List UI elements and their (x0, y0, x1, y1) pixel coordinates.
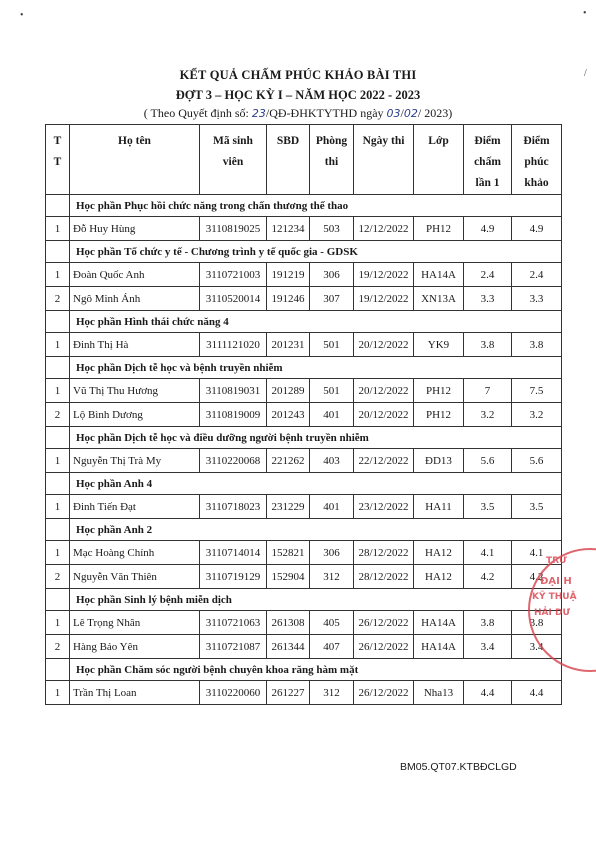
row-student-id: 3110520014 (200, 287, 267, 311)
row-student-id: 3110714014 (200, 541, 267, 565)
row-date: 19/12/2022 (354, 287, 414, 311)
row-score-1: 4.4 (464, 681, 512, 705)
table-row (46, 379, 562, 403)
row-score-review: 3.2 (512, 403, 562, 427)
row-date: 28/12/2022 (354, 541, 414, 565)
row-student-id: 3110819009 (200, 403, 267, 427)
section-empty-cell (46, 519, 70, 541)
table-row (46, 611, 562, 635)
section-title: Học phần Tổ chức y tế - Chương trình y tế quốc gia - GDSK (70, 241, 562, 263)
row-score-review: 3.5 (512, 495, 562, 519)
row-student-id: 3110819025 (200, 217, 267, 241)
row-room: 503 (310, 217, 354, 241)
header-sbd: SBD (267, 125, 310, 195)
row-name: Vũ Thị Thu Hương (70, 379, 200, 403)
row-class: PH12 (414, 217, 464, 241)
table-row (46, 263, 562, 287)
row-date: 20/12/2022 (354, 333, 414, 357)
stamp-text: HẢI DƯ (534, 608, 570, 618)
section-header-row (46, 427, 562, 449)
row-date: 26/12/2022 (354, 681, 414, 705)
row-student-id: 3110220060 (200, 681, 267, 705)
header-room: Phòng thi (310, 125, 354, 195)
row-tt: 1 (46, 611, 70, 635)
row-score-1: 2.4 (464, 263, 512, 287)
section-title: Học phần Chăm sóc người bệnh chuyên khoa răng hàm mặt (70, 659, 562, 681)
row-tt: 1 (46, 333, 70, 357)
table-row (46, 287, 562, 311)
row-date: 20/12/2022 (354, 403, 414, 427)
row-student-id: 3110721003 (200, 263, 267, 287)
section-empty-cell (46, 589, 70, 611)
row-name: Trần Thị Loan (70, 681, 200, 705)
row-name: Đinh Thị Hà (70, 333, 200, 357)
row-date: 23/12/2022 (354, 495, 414, 519)
row-student-id: 3110220068 (200, 449, 267, 473)
section-empty-cell (46, 241, 70, 263)
stamp-text: TRƯ (546, 556, 567, 566)
row-sbd: 201243 (267, 403, 310, 427)
table-row (46, 565, 562, 589)
row-score-1: 3.8 (464, 333, 512, 357)
row-name: Đoàn Quốc Anh (70, 263, 200, 287)
row-score-review: 3.4 (512, 635, 562, 659)
row-name: Đỗ Huy Hùng (70, 217, 200, 241)
row-tt: 1 (46, 379, 70, 403)
row-room: 407 (310, 635, 354, 659)
decision-number: 23 (251, 107, 266, 120)
row-class: HA12 (414, 565, 464, 589)
header-student-id: Mã sinh viên (200, 125, 267, 195)
section-header-row (46, 311, 562, 333)
row-tt: 1 (46, 217, 70, 241)
section-header-row (46, 195, 562, 217)
document-title: KẾT QUẢ CHẤM PHÚC KHẢO BÀI THI (179, 68, 417, 82)
section-header-row (46, 659, 562, 681)
table-row (46, 333, 562, 357)
section-header-row (46, 589, 562, 611)
section-title: Học phần Dịch tễ học và bệnh truyền nhiễm (70, 357, 562, 379)
row-date: 22/12/2022 (354, 449, 414, 473)
header-class: Lớp (414, 125, 464, 195)
row-class: HA12 (414, 541, 464, 565)
row-score-review: 3.8 (512, 333, 562, 357)
table-row (46, 217, 562, 241)
row-date: 20/12/2022 (354, 379, 414, 403)
section-title: Học phần Sinh lý bệnh miễn dịch (70, 589, 562, 611)
row-class: HA14A (414, 635, 464, 659)
row-score-1: 7 (464, 379, 512, 403)
row-room: 501 (310, 333, 354, 357)
row-student-id: 3110721063 (200, 611, 267, 635)
row-room: 307 (310, 287, 354, 311)
row-score-1: 4.9 (464, 217, 512, 241)
section-empty-cell (46, 473, 70, 495)
margin-mark: • (583, 8, 587, 19)
section-header-row (46, 241, 562, 263)
header-score-review: Điểm phúc khảo (512, 125, 562, 195)
section-empty-cell (46, 427, 70, 449)
decision-line: ( Theo Quyết định số: 23/QĐ-ĐHKTYTHD ngày 03/02/ 2023) (143, 106, 453, 120)
row-score-review: 3.3 (512, 287, 562, 311)
row-score-review: 3.8 (512, 611, 562, 635)
row-tt: 1 (46, 541, 70, 565)
table-row (46, 635, 562, 659)
row-name: Mạc Hoàng Chính (70, 541, 200, 565)
row-class: HA14A (414, 611, 464, 635)
row-tt: 2 (46, 635, 70, 659)
row-score-1: 3.4 (464, 635, 512, 659)
table-row (46, 495, 562, 519)
section-header-row (46, 473, 562, 495)
row-class: HA11 (414, 495, 464, 519)
row-tt: 1 (46, 449, 70, 473)
section-title: Học phần Dịch tễ học và điều dưỡng người bệnh truyền nhiễm (70, 427, 562, 449)
row-room: 405 (310, 611, 354, 635)
table-row (46, 403, 562, 427)
margin-mark: • (20, 10, 24, 21)
document-code: BM05.QT07.KTBĐCLGD (400, 761, 517, 773)
row-score-1: 3.5 (464, 495, 512, 519)
decision-day: 03 (386, 107, 401, 120)
section-title: Học phần Hình thái chức năng 4 (70, 311, 562, 333)
row-score-1: 3.8 (464, 611, 512, 635)
section-header-row (46, 357, 562, 379)
row-tt: 1 (46, 681, 70, 705)
row-room: 401 (310, 403, 354, 427)
row-room: 306 (310, 541, 354, 565)
table-row (46, 541, 562, 565)
section-header-row (46, 519, 562, 541)
row-room: 403 (310, 449, 354, 473)
section-title: Học phần Anh 2 (70, 519, 562, 541)
row-score-review: 4.4 (512, 681, 562, 705)
row-score-1: 3.2 (464, 403, 512, 427)
row-sbd: 261344 (267, 635, 310, 659)
row-sbd: 201231 (267, 333, 310, 357)
row-score-review: 4.1 (512, 541, 562, 565)
row-room: 306 (310, 263, 354, 287)
row-name: Nguyễn Thị Trà My (70, 449, 200, 473)
row-name: Lê Trọng Nhân (70, 611, 200, 635)
row-name: Nguyễn Văn Thiên (70, 565, 200, 589)
row-score-review: 5.6 (512, 449, 562, 473)
decision-middle: /QĐ-ĐHKTYTHD ngày (265, 106, 384, 120)
section-empty-cell (46, 195, 70, 217)
header-tt: T T (46, 125, 70, 195)
row-class: XN13A (414, 287, 464, 311)
row-score-review: 4.2 (512, 565, 562, 589)
table-header-row (46, 125, 562, 195)
results-table (45, 124, 562, 705)
row-sbd: 261227 (267, 681, 310, 705)
row-room: 312 (310, 565, 354, 589)
row-room: 501 (310, 379, 354, 403)
row-student-id: 3110718023 (200, 495, 267, 519)
row-score-1: 3.3 (464, 287, 512, 311)
section-empty-cell (46, 311, 70, 333)
table-row (46, 449, 562, 473)
row-name: Ngô Minh Ánh (70, 287, 200, 311)
header-score-1: Điểm chấm lần 1 (464, 125, 512, 195)
row-class: Nha13 (414, 681, 464, 705)
row-date: 26/12/2022 (354, 635, 414, 659)
row-room: 312 (310, 681, 354, 705)
header-date: Ngày thi (354, 125, 414, 195)
row-date: 12/12/2022 (354, 217, 414, 241)
row-class: PH12 (414, 403, 464, 427)
table-row (46, 681, 562, 705)
row-date: 26/12/2022 (354, 611, 414, 635)
row-sbd: 191219 (267, 263, 310, 287)
row-room: 401 (310, 495, 354, 519)
row-class: ĐD13 (414, 449, 464, 473)
row-score-1: 4.1 (464, 541, 512, 565)
row-score-review: 2.4 (512, 263, 562, 287)
row-tt: 2 (46, 565, 70, 589)
section-title: Học phần Phục hồi chức năng trong chấn thương thể thao (70, 195, 562, 217)
row-student-id: 3110819031 (200, 379, 267, 403)
row-class: HA14A (414, 263, 464, 287)
row-student-id: 3111121020 (200, 333, 267, 357)
row-sbd: 261308 (267, 611, 310, 635)
section-title: Học phần Anh 4 (70, 473, 562, 495)
document-subtitle: ĐỢT 3 – HỌC KỲ I – NĂM HỌC 2022 - 2023 (175, 88, 421, 102)
section-empty-cell (46, 357, 70, 379)
row-sbd: 231229 (267, 495, 310, 519)
row-date: 28/12/2022 (354, 565, 414, 589)
row-tt: 1 (46, 263, 70, 287)
row-class: YK9 (414, 333, 464, 357)
row-class: PH12 (414, 379, 464, 403)
header-name: Họ tên (70, 125, 200, 195)
row-student-id: 3110719129 (200, 565, 267, 589)
row-name: Hàng Bảo Yên (70, 635, 200, 659)
margin-mark: / (584, 68, 587, 79)
row-sbd: 152821 (267, 541, 310, 565)
row-tt: 1 (46, 495, 70, 519)
row-name: Đinh Tiến Đạt (70, 495, 200, 519)
row-name: Lộ Bình Dương (70, 403, 200, 427)
decision-prefix: ( Theo Quyết định số: (143, 106, 249, 120)
row-sbd: 191246 (267, 287, 310, 311)
row-score-1: 5.6 (464, 449, 512, 473)
row-sbd: 221262 (267, 449, 310, 473)
stamp-text: ĐẠI H (540, 576, 572, 587)
row-tt: 2 (46, 403, 70, 427)
row-sbd: 201289 (267, 379, 310, 403)
decision-month: 02 (403, 107, 418, 120)
row-score-review: 4.9 (512, 217, 562, 241)
stamp-text: KỸ THUẬ (532, 592, 577, 602)
section-empty-cell (46, 659, 70, 681)
row-sbd: 152904 (267, 565, 310, 589)
row-date: 19/12/2022 (354, 263, 414, 287)
row-student-id: 3110721087 (200, 635, 267, 659)
row-score-1: 4.2 (464, 565, 512, 589)
row-sbd: 121234 (267, 217, 310, 241)
row-tt: 2 (46, 287, 70, 311)
decision-year: / 2023) (417, 106, 453, 120)
row-score-review: 7.5 (512, 379, 562, 403)
